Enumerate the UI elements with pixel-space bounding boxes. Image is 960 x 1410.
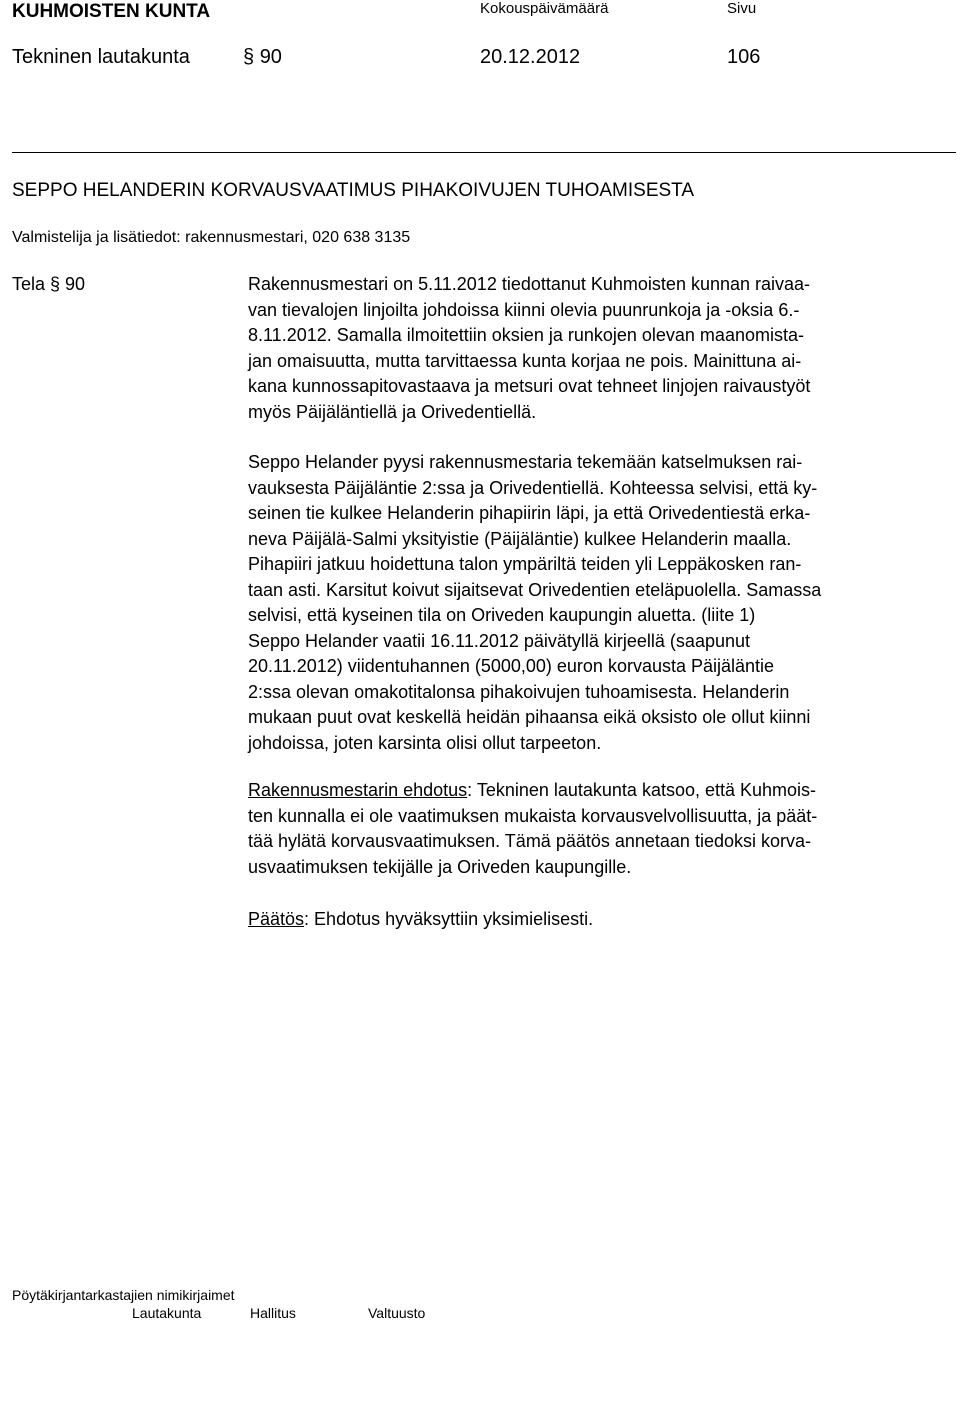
text-line: myös Päijäläntiellä ja Orivedentiellä. (248, 401, 537, 422)
text-line: usvaatimuksen tekijälle ja Oriveden kaupungille. (248, 856, 632, 877)
section-reference: Tela § 90 (12, 274, 86, 294)
section-number-value: 90 (259, 46, 282, 68)
text-line: 2:ssa olevan omakotitalonsa pihakoivujen tuhoamisesta. Helanderin (248, 681, 790, 702)
text-line: mukaan puut ovat keskellä heidän pihaansa eikä oksisto ole ollut kiinni (248, 707, 811, 727)
text-line: Pihapiiri jatkuu hoidettuna talon ympäriltä teiden yli Leppäkosken ran- (248, 554, 802, 574)
text-line (248, 907, 948, 933)
footer-col-lautakunta: Lautakunta (132, 1305, 202, 1321)
text-line (248, 778, 948, 804)
footer-col-hallitus: Hallitus (250, 1305, 296, 1321)
text-line: selvisi, että kyseinen tila on Oriveden kaupungin aluetta. (liite 1) (248, 605, 756, 625)
text-line: kana kunnossapitovastaava ja metsuri ovat tehneet linjojen raivaustyöt (248, 376, 811, 396)
section-number: § 90 (243, 46, 282, 68)
body-name: Tekninen lautakunta (12, 46, 190, 68)
meeting-date-label: Kokouspäivämäärä (480, 0, 609, 17)
text-line: jan omaisuutta, mutta tarvittaessa kunta korjaa ne pois. Mainittuna ai- (248, 350, 802, 371)
text-line: vauksesta Päijäläntie 2:ssa ja Orivedentiellä. Kohteessa selvisi, että ky- (248, 477, 818, 498)
text-line: 20.11.2012) viidentuhannen (5000,00) euron korvausta Päijäläntie (248, 656, 775, 676)
text-line: ten kunnalla ei ole vaatimuksen mukaista korvausvelvollisuutta, ja päät- (248, 805, 818, 826)
decision-paragraph (248, 907, 948, 933)
meeting-date: 20.12.2012 (480, 46, 581, 68)
page-label: Sivu (727, 0, 757, 17)
text-line: van tievalojen linjoilta johdoissa kiinni olevia puunrunkoja ja -oksia 6.- (248, 299, 800, 320)
paragraph-background (248, 272, 948, 425)
proposal-paragraph (248, 778, 948, 880)
text-line: 8.11.2012. Samalla ilmoitettiin oksien ja runkojen olevan maanomista- (248, 325, 804, 345)
text-line: Seppo Helander vaatii 16.11.2012 päivätyllä kirjeellä (saapunut (248, 630, 750, 651)
preparer-info: Valmistelija ja lisätiedot: rakennusmestari, 020 638 3135 (12, 229, 411, 246)
initials-label: Pöytäkirjantarkastajien nimikirjaimet (12, 1287, 235, 1303)
proposal-label: Rakennusmestarin ehdotus (248, 780, 468, 800)
text-line: Seppo Helander pyysi rakennusmestaria tekemään katselmuksen rai- (248, 452, 803, 472)
text-line: tää hylätä korvausvaatimuksen. Tämä päätös annetaan tiedoksi korva- (248, 831, 811, 851)
text-line: johdoissa, joten karsinta olisi ollut tarpeeton. (248, 732, 602, 753)
text-line: seinen tie kulkee Helanderin pihapiirin läpi, ja että Orivedentiestä erka- (248, 503, 811, 523)
header-divider (12, 152, 956, 153)
footer-col-valtuusto: Valtuusto (368, 1305, 426, 1321)
matter-title: SEPPO HELANDERIN KORVAUSVAATIMUS PIHAKOIVUJEN TUHOAMISESTA (12, 180, 695, 201)
text-line: taan asti. Karsitut koivut sijaitsevat Orivedentien eteläpuolella. Samassa (248, 579, 822, 600)
decision-text: : Ehdotus hyväksyttiin yksimielisesti. (304, 909, 594, 929)
text-line: neva Päijälä-Salmi yksityistie (Päijäläntie) kulkee Helanderin maalla. (248, 528, 792, 549)
paragraph-inspection (248, 450, 948, 756)
page-number: 106 (727, 46, 761, 68)
organization-name: KUHMOISTEN KUNTA (12, 1, 211, 22)
text-line: Rakennusmestari on 5.11.2012 tiedottanut Kuhmoisten kunnan raivaa- (248, 274, 811, 294)
proposal-first-line: : Tekninen lautakunta katsoo, että Kuhmois- (467, 780, 817, 800)
decision-label: Päätös (248, 909, 305, 929)
